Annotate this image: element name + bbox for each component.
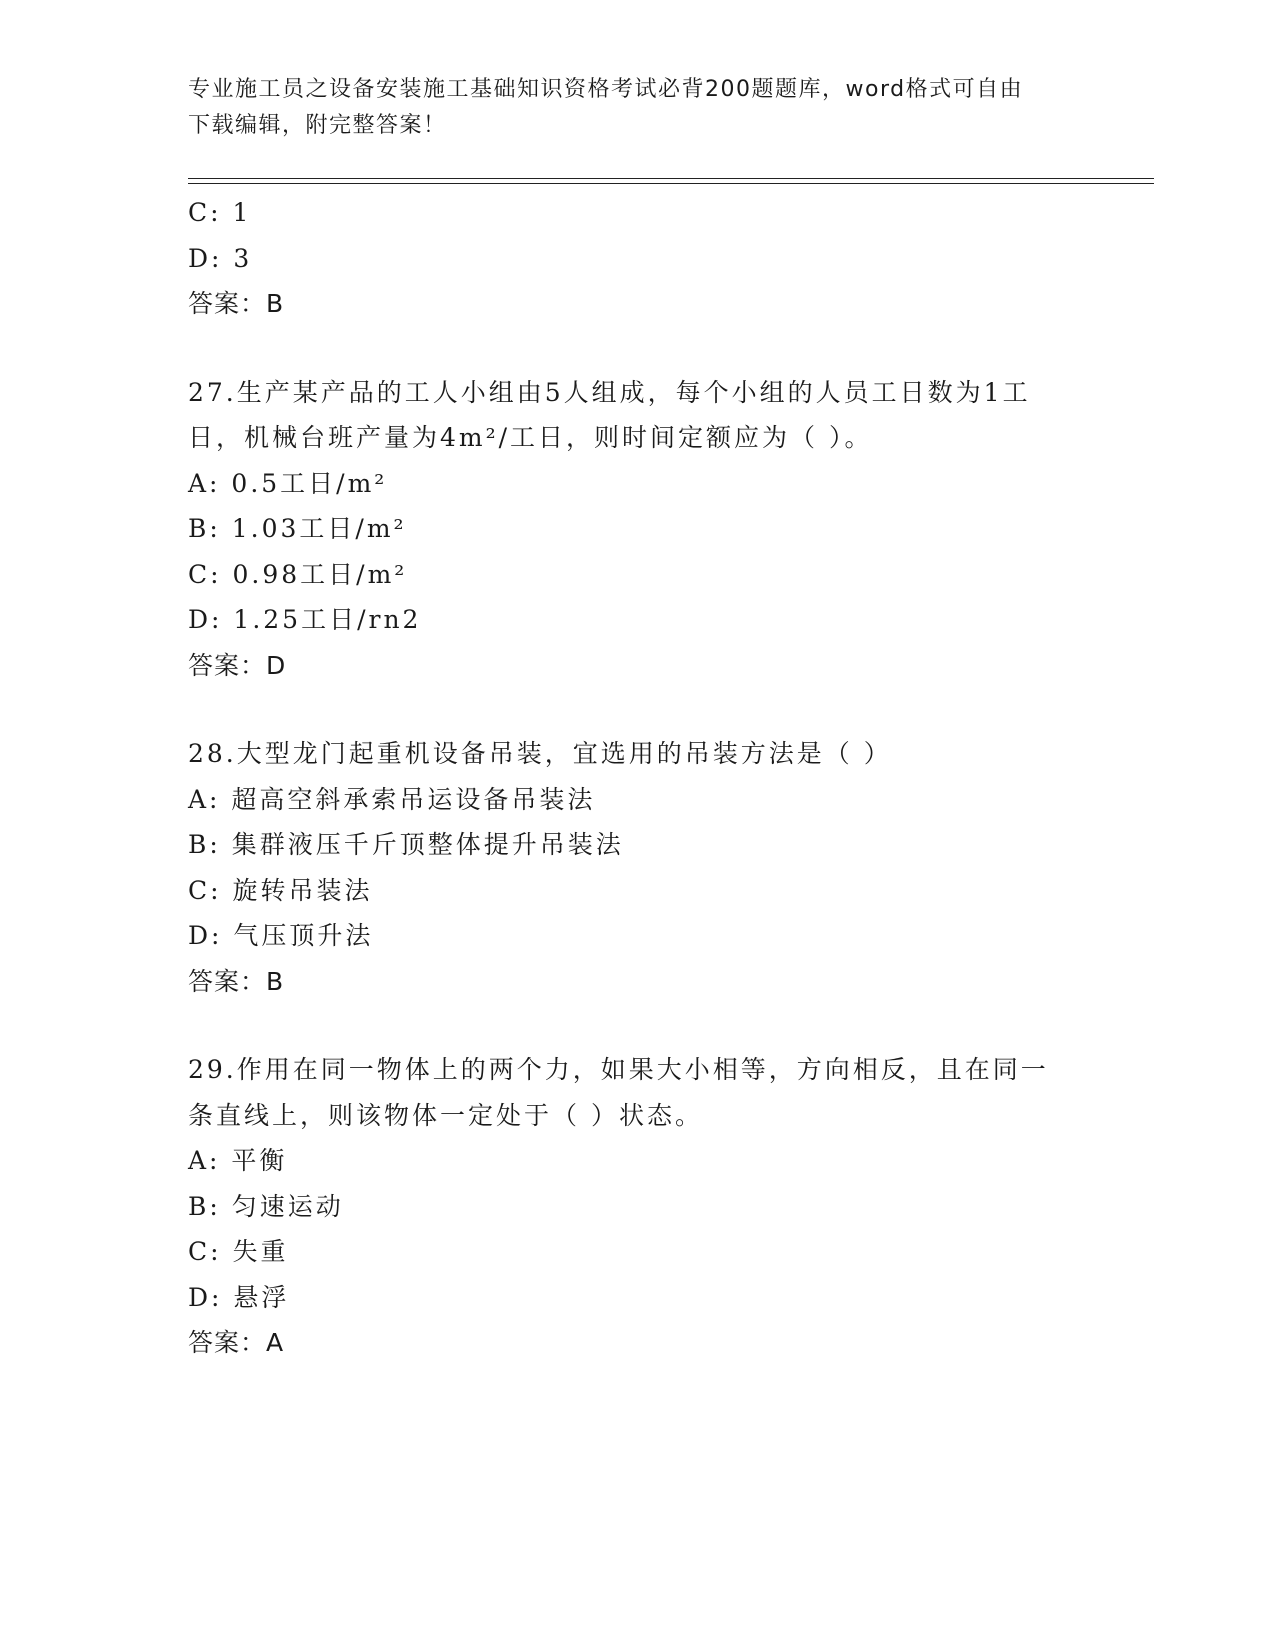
header-line-1: 专业施工员之设备安装施工基础知识资格考试必背200题题库，word格式可自由 (188, 77, 1024, 102)
option-d: D: 3 (188, 243, 253, 273)
answer: 答案：B (188, 289, 285, 318)
answer: 答案：A (188, 1328, 285, 1357)
option-c: C: 旋转吊装法 (188, 875, 373, 905)
document-header (188, 72, 1088, 144)
header-line-2: 下载编辑，附完整答案！ (188, 113, 447, 138)
option-c: C: 0.98工日/m² (188, 559, 408, 589)
option-d: D: 悬浮 (188, 1282, 290, 1312)
question-stem: 28.大型龙门起重机设备吊装，宜选用的吊装方法是（ ） (188, 739, 892, 768)
option-a: A: 0.5工日/m² (188, 468, 388, 498)
question-28 (188, 731, 1118, 1004)
option-d: D: 气压顶升法 (188, 921, 374, 950)
question-stem: 条直线上，则该物体一定处于（ ）状态。 (188, 1100, 703, 1130)
header-divider-top (188, 178, 1154, 179)
option-b: B: 匀速运动 (188, 1191, 344, 1221)
header-divider-bottom (188, 183, 1154, 184)
spacer (188, 327, 1118, 370)
option-c: C: 失重 (188, 1237, 289, 1266)
question-list (188, 190, 1118, 1366)
answer: 答案：B (188, 966, 285, 996)
spacer (188, 688, 1118, 731)
option-c: C: 1 (188, 198, 252, 227)
question-29 (188, 1047, 1118, 1366)
option-d: D: 1.25工日/rn2 (188, 605, 422, 634)
spacer (188, 1004, 1118, 1047)
question-stem: 29.作用在同一物体上的两个力，如果大小相等，方向相反，且在同一 (188, 1055, 1049, 1084)
question-27 (188, 370, 1118, 689)
option-b: B: 集群液压千斤顶整体提升吊装法 (188, 830, 624, 859)
answer: 答案：D (188, 650, 287, 680)
option-b: B: 1.03工日/m² (188, 514, 407, 543)
option-a: A: 超高空斜承索吊运设备吊装法 (188, 784, 596, 814)
question-stem: 27.生产某产品的工人小组由5人组成，每个小组的人员工日数为1工 (188, 377, 1031, 407)
option-a: A: 平衡 (188, 1146, 288, 1175)
question-stem: 日，机械台班产量为4m²/工日，则时间定额应为（ ）。 (188, 423, 873, 452)
